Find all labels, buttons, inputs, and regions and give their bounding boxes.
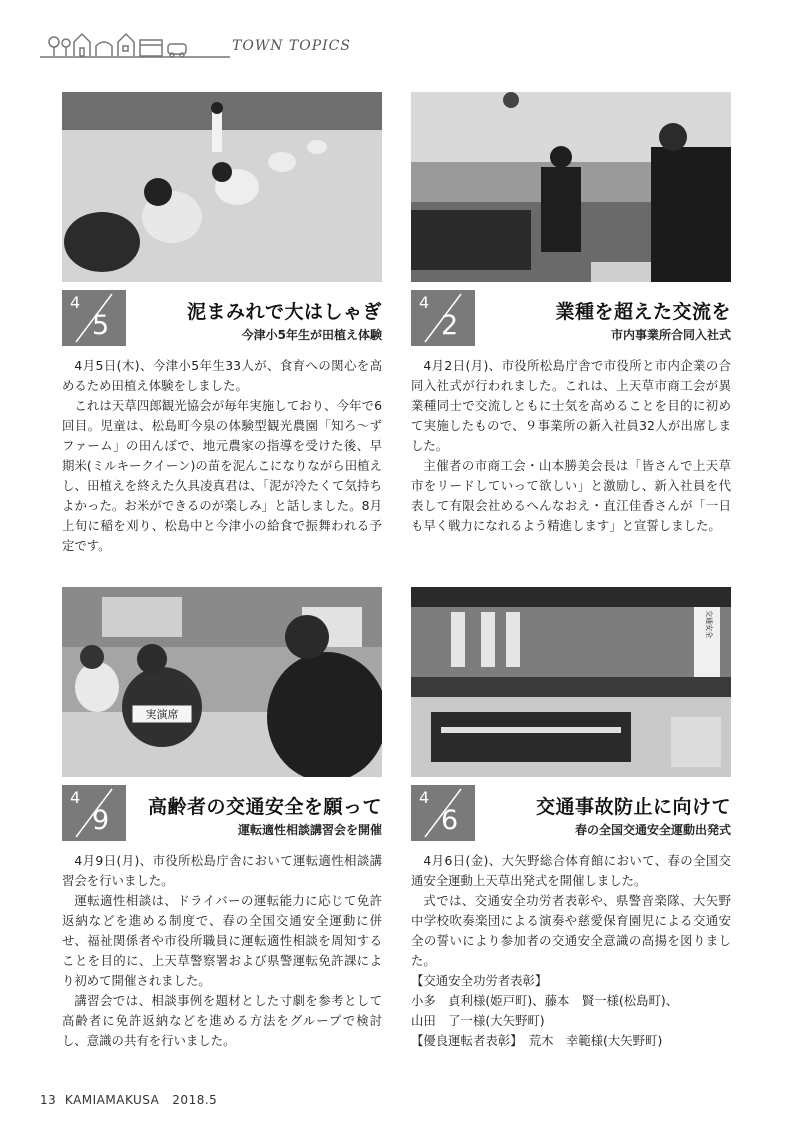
article-headline: 泥まみれで大はしゃぎ	[186, 301, 382, 323]
paragraph: 4月5日(木)、今津小5年生33人が、食育への関心を高めるため田植え体験をしました。	[62, 358, 382, 393]
article-body	[411, 851, 731, 1051]
page-footer	[40, 1093, 217, 1107]
award-line: 【優良運転者表彰】 荒木 幸範様(大矢野町)	[411, 1033, 663, 1048]
date-badge	[62, 290, 126, 346]
date-badge	[411, 290, 475, 346]
photo-banner: 交通安全	[705, 610, 713, 638]
date-month: 4	[70, 788, 81, 807]
photo-sign: 実演席	[145, 708, 179, 721]
paragraph: 主催者の市商工会・山本勝美会長は「皆さんで上天草市をリードしていって欲しい」と激励し、新入社員を代表して有限会社めるへんなおえ・直江佳香さんが「一日も早く戦力になれるよう精進します」と宣誓しました。	[411, 458, 731, 533]
date-badge	[62, 785, 126, 841]
date-day: 6	[441, 805, 459, 836]
paragraph: 4月2日(月)、市役所松島庁舎で市役所と市内企業の合同入社式が行われました。これは、上天草市商工会が異業種同士で交流しともに士気を高めることを目的に初めて実施したもので、９事業所の新入社員32人が出席しました。	[411, 358, 731, 453]
date-day: 9	[92, 805, 110, 836]
publication-name: KAMIAMAKUSA	[64, 1093, 160, 1107]
section-title: TOWN TOPICS	[232, 38, 351, 54]
page-number: 13	[40, 1093, 57, 1107]
award-line: 山田 了一様(大矢野町)	[411, 1013, 545, 1028]
article-headline: 交通事故防止に向けて	[535, 796, 731, 818]
article-body	[411, 356, 731, 536]
article-driving-workshop	[62, 587, 382, 1057]
issue-date: 2018.5	[172, 1093, 218, 1107]
paragraph: 4月9日(月)、市役所松島庁舎において運転適性相談講習会を行いました。	[62, 853, 382, 888]
town-houses-icon	[40, 30, 230, 60]
date-badge	[411, 785, 475, 841]
article-subhead: 市内事業所合同入社式	[610, 328, 731, 342]
award-line: 【交通安全功労者表彰】	[411, 973, 548, 988]
paragraph: 式では、交通安全功労者表彰や、県警音楽隊、大矢野中学校吹奏楽団による演奏や慈愛保育園児による交通安全の誓いにより参加者の交通安全意識の高揚を図りました。	[411, 893, 731, 968]
article-body	[62, 356, 382, 556]
article-subhead: 春の全国交通安全運動出発式	[574, 823, 731, 837]
paragraph: 講習会では、相談事例を題材とした寸劇を参考として高齢者に免許返納などを進める方法をグループで検討し、意識の共有を行いました。	[62, 993, 382, 1048]
article-rice-planting	[62, 92, 382, 562]
photo-driving-workshop	[62, 587, 382, 777]
date-month: 4	[419, 293, 430, 312]
page-header	[40, 30, 760, 70]
date-month: 4	[419, 788, 430, 807]
article-entrance-ceremony	[411, 92, 731, 562]
article-headline: 業種を超えた交流を	[555, 301, 731, 323]
paragraph: 4月6日(金)、大矢野総合体育館において、春の全国交通安全運動上天草出発式を開催しました。	[411, 853, 731, 888]
paragraph: これは天草四郎観光協会が毎年実施しており、今年で6回目。児童は、松島町今泉の体験型観光農園「知ろ～ずファーム」の田んぼで、地元農家の指導を受けた後、早期米(ミルキークイーン)の苗を泥んこになりながら田植えし、田植えを終えた久具凌真君は、「泥が冷たくて気持ちよかった。お米ができるのが楽しみ」と話しました。8月上旬に稲を刈り、松島中と今津小の給食で振舞われる予定です。	[62, 398, 382, 553]
date-day: 2	[441, 310, 459, 341]
article-body	[62, 851, 382, 1051]
article-subhead: 今津小5年生が田植え体験	[241, 328, 382, 342]
date-month: 4	[70, 293, 81, 312]
article-headline: 高齢者の交通安全を願って	[147, 796, 382, 818]
article-traffic-safety	[411, 587, 731, 1057]
date-day: 5	[92, 310, 110, 341]
article-subhead: 運転適性相談講習会を開催	[237, 823, 382, 837]
award-line: 小多 貞利様(姫戸町)、藤本 賢一様(松島町)、	[411, 993, 679, 1008]
paragraph: 運転適性相談は、ドライバーの運転能力に応じて免許返納などを進める制度で、春の全国交通安全運動に併せ、福祉関係者や市役所職員に運転適性相談を周知することを目的に、上天草警察署および県警運転免許課により初めて開催されました。	[62, 893, 382, 988]
photo-entrance-ceremony	[411, 92, 731, 282]
photo-traffic-safety	[411, 587, 731, 777]
photo-rice-planting	[62, 92, 382, 282]
